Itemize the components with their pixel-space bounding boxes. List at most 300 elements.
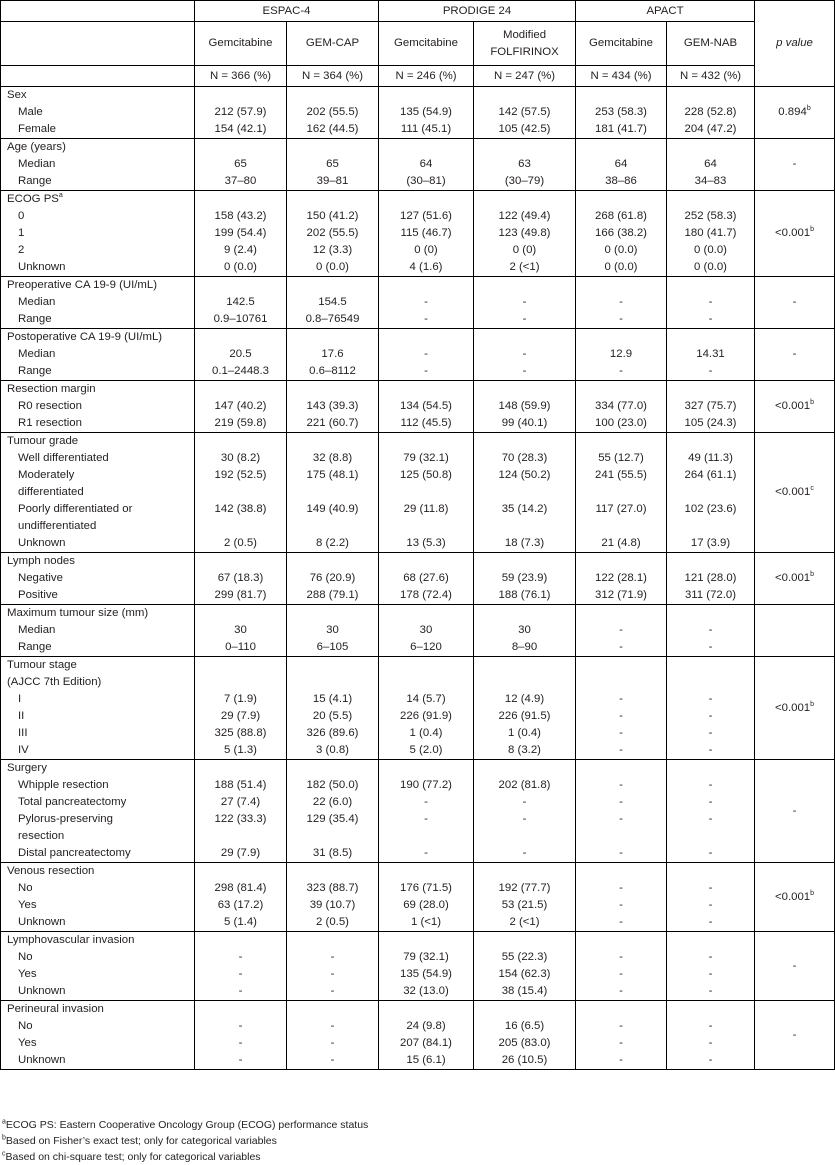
spacer (287, 381, 378, 398)
table-value: 12 (3.3) (312, 244, 353, 256)
table-value: 29 (7.9) (220, 847, 261, 859)
sample-size: N = 434 (%) (576, 66, 667, 87)
table-value: 311 (72.0) (684, 589, 737, 601)
table-value: 312 (71.9) (595, 589, 647, 601)
section-title (1, 657, 194, 674)
value-cell (379, 381, 474, 433)
table-value: 134 (54.5) (400, 400, 452, 412)
spacer (379, 828, 473, 845)
value-cell (576, 863, 667, 932)
spacer (576, 553, 666, 570)
table-value: - (708, 779, 713, 791)
table-value: 180 (41.7) (684, 227, 737, 239)
table-value: 21 (4.8) (601, 537, 641, 549)
row-label: Positive (18, 589, 58, 601)
section-row (1, 863, 835, 932)
section-row (1, 433, 835, 553)
spacer (576, 433, 666, 450)
spacer (379, 139, 473, 156)
spacer (474, 381, 575, 398)
table-value: 142 (38.8) (214, 503, 267, 515)
table-value: 2 (0.5) (316, 916, 349, 928)
value-cell (474, 760, 576, 863)
footnote-marker: b (810, 571, 815, 579)
footnote-marker: a (58, 192, 63, 200)
table-value: 26 (10.5) (501, 1054, 548, 1066)
table-value: - (619, 882, 623, 894)
table-value: 325 (88.8) (214, 727, 267, 739)
table-value: 30 (419, 624, 433, 636)
table-value: 162 (44.5) (306, 123, 359, 135)
pvalue: <0.001 (774, 227, 811, 239)
table-value: 0 (0.0) (604, 261, 638, 273)
table-value: 158 (43.2) (214, 210, 267, 222)
spacer (474, 553, 575, 570)
spacer (195, 863, 286, 880)
table-value: - (619, 641, 623, 653)
spacer (474, 863, 575, 880)
table-value: 207 (84.1) (400, 1037, 452, 1049)
value-cell (379, 657, 474, 760)
table-value: 219 (59.8) (214, 417, 267, 429)
section-title (1, 863, 194, 880)
section-row (1, 191, 835, 277)
sample-size: N = 247 (%) (474, 66, 576, 87)
table-value: - (522, 365, 527, 377)
spacer (195, 277, 286, 294)
table-value: 37–80 (224, 175, 257, 187)
pvalue-cell (755, 863, 835, 932)
row-label: 0 (18, 210, 25, 222)
table-value: - (619, 899, 623, 911)
table-value: - (330, 985, 335, 997)
table-value: 20 (5.5) (312, 710, 353, 722)
table-value: 176 (71.5) (400, 882, 452, 894)
table-value: - (708, 296, 713, 308)
table-value: - (424, 348, 428, 360)
section-title (1, 381, 194, 398)
value-cell (287, 932, 379, 1001)
footnote-marker: b (2, 1134, 6, 1142)
table-value: 0 (0.0) (604, 244, 638, 256)
spacer (287, 674, 378, 691)
pvalue: - (792, 348, 797, 360)
spacer (379, 863, 473, 880)
table-value: 39 (10.7) (309, 899, 356, 911)
table-value: 0 (0) (414, 244, 438, 256)
spacer (287, 518, 378, 535)
table-value: 147 (40.2) (214, 400, 267, 412)
table-value: 55 (22.3) (501, 951, 548, 963)
footnote-text: Based on chi-square test; only for categorical variables (5, 1151, 261, 1163)
row-label: Male (18, 106, 43, 118)
row-label: Range (18, 365, 52, 377)
row-label: Whipple resection (18, 779, 109, 791)
table-value: 8 (3.2) (508, 744, 541, 756)
footnote-marker: a (2, 1118, 6, 1126)
spacer (576, 828, 666, 845)
spacer (474, 433, 575, 450)
table-value: - (619, 968, 623, 980)
empty-header-cell (1, 1, 195, 22)
table-value: 122 (28.1) (595, 572, 647, 584)
value-cell (287, 1001, 379, 1070)
table-value: 166 (38.2) (595, 227, 647, 239)
spacer (379, 87, 473, 104)
footnote (2, 1117, 368, 1133)
table-value: 16 (6.5) (504, 1020, 545, 1032)
table-value: - (708, 727, 713, 739)
table-value: - (330, 968, 335, 980)
row-label: IV (18, 744, 29, 756)
spacer (195, 605, 286, 622)
table-value: - (424, 296, 428, 308)
table-value: - (619, 796, 623, 808)
value-cell (379, 139, 474, 191)
table-value: - (619, 365, 623, 377)
table-value: 125 (50.8) (400, 469, 452, 481)
table-value: 1 (0.4) (508, 727, 541, 739)
spacer (195, 484, 286, 501)
table-value: 129 (35.4) (306, 813, 359, 825)
spacer (287, 277, 378, 294)
value-cell (576, 1001, 667, 1070)
table-value: 14 (5.7) (406, 693, 446, 705)
table-value: 182 (50.0) (306, 779, 359, 791)
pvalue: <0.001 (774, 890, 811, 903)
table-value: 188 (76.1) (498, 589, 551, 601)
pvalue-cell (755, 87, 835, 139)
value-cell (474, 553, 576, 605)
table-value: - (708, 1054, 713, 1066)
table-value: - (619, 693, 623, 705)
table-value: 79 (32.1) (403, 951, 449, 963)
value-cell (379, 191, 474, 277)
spacer (576, 484, 666, 501)
table-value: 17 (3.9) (690, 537, 731, 549)
table-value: 24 (9.8) (406, 1020, 446, 1032)
spacer (379, 381, 473, 398)
spacer (667, 674, 754, 691)
spacer (474, 191, 575, 208)
value-cell (379, 932, 474, 1001)
table-value: - (522, 796, 527, 808)
pvalue-header-label: p value (776, 37, 813, 49)
value-cell (195, 139, 287, 191)
table-value: 64 (419, 158, 433, 170)
value-cell (379, 277, 474, 329)
table-value: 49 (11.3) (688, 452, 733, 464)
section-label-cell (1, 760, 195, 863)
table-value: - (330, 1020, 335, 1032)
spacer (195, 674, 286, 691)
spacer (474, 828, 575, 845)
table-value: 228 (52.8) (684, 106, 737, 118)
section-label-cell (1, 1001, 195, 1070)
arm-header: Gemcitabine (195, 22, 287, 66)
value-cell (667, 605, 755, 657)
table-value: 175 (48.1) (306, 469, 359, 481)
value-cell (474, 932, 576, 1001)
table-value: 22 (6.0) (312, 796, 353, 808)
spacer (474, 139, 575, 156)
table-value: 8–90 (511, 641, 538, 653)
arm-header: GEM-NAB (667, 22, 755, 66)
table-value: 154.5 (318, 296, 347, 308)
table-value: - (619, 313, 623, 325)
spacer (287, 433, 378, 450)
spacer (667, 760, 754, 777)
table-value: 63 (518, 158, 531, 170)
spacer (195, 553, 286, 570)
table-value: 34–83 (694, 175, 727, 187)
table-value: - (708, 847, 713, 859)
spacer (667, 518, 754, 535)
sample-size: N = 366 (%) (195, 66, 287, 87)
pvalue-cell (755, 1001, 835, 1070)
table-value: - (619, 916, 623, 928)
section-row (1, 139, 835, 191)
table-value: 7 (1.9) (224, 693, 257, 705)
spacer (195, 932, 286, 949)
table-value: - (522, 813, 527, 825)
section-label-cell (1, 932, 195, 1001)
value-cell (195, 760, 287, 863)
table-value: 123 (49.8) (498, 227, 551, 239)
footnote-marker: b (810, 700, 815, 708)
table-value: 32 (13.0) (403, 985, 449, 997)
spacer (287, 139, 378, 156)
row-label: 1 (18, 227, 25, 239)
value-cell (379, 863, 474, 932)
table-value: 199 (54.4) (214, 227, 267, 239)
table-value: 149 (40.9) (306, 503, 359, 515)
table-value: 69 (28.0) (403, 899, 449, 911)
section-row (1, 87, 835, 139)
spacer (195, 1001, 286, 1018)
spacer (576, 277, 666, 294)
value-cell (474, 329, 576, 381)
value-cell (195, 553, 287, 605)
section-label-cell (1, 191, 195, 277)
table-value: 1 (<1) (410, 916, 442, 928)
footnote (2, 1149, 368, 1165)
spacer (379, 433, 473, 450)
section-title-text: Resection margin (7, 383, 96, 395)
table-value: 298 (81.4) (214, 882, 267, 894)
table-value: 154 (62.3) (498, 968, 551, 980)
footnote-marker: c (2, 1150, 6, 1158)
sample-size: N = 432 (%) (667, 66, 755, 87)
spacer (195, 191, 286, 208)
table-value: 264 (61.1) (684, 469, 737, 481)
section-title-line2: (AJCC 7th Edition) (7, 676, 102, 688)
value-cell (667, 381, 755, 433)
section-title-text: Lymphovascular invasion (7, 934, 135, 946)
spacer (576, 381, 666, 398)
row-label: Unknown (18, 1054, 66, 1066)
section-label-cell (1, 329, 195, 381)
table-value: 0 (0.0) (694, 244, 727, 256)
pvalue: <0.001 (774, 400, 811, 412)
table-value: - (708, 985, 713, 997)
table-value: - (619, 1054, 623, 1066)
table-value: - (708, 1037, 713, 1049)
table-value: - (522, 313, 527, 325)
section-title (1, 553, 194, 570)
row-label: Unknown (18, 537, 66, 549)
table-value: 32 (8.8) (312, 452, 353, 464)
arm-header: GEM-CAP (287, 22, 379, 66)
spacer (474, 87, 575, 104)
pvalue-cell (755, 433, 835, 553)
section-row (1, 277, 835, 329)
value-cell (576, 553, 667, 605)
table-value: 99 (40.1) (501, 417, 548, 429)
table-value: 105 (24.3) (684, 417, 737, 429)
section-title (1, 1001, 194, 1018)
table-value: 202 (81.8) (498, 779, 551, 791)
table-value: - (238, 985, 243, 997)
section-title-text: Age (years) (7, 141, 66, 153)
spacer (667, 657, 754, 674)
section-row (1, 605, 835, 657)
table-value: 142 (57.5) (498, 106, 551, 118)
footnote-marker: b (810, 226, 815, 234)
table-value: 12.9 (609, 348, 633, 360)
section-label-cell (1, 657, 195, 760)
row-label: Total pancreatectomy (18, 796, 127, 808)
section-title-text: ECOG PS (7, 193, 59, 205)
spacer (667, 381, 754, 398)
table-value: 226 (91.5) (498, 710, 551, 722)
row-label-line2: differentiated (18, 486, 84, 498)
section-title-text: Maximum tumour size (mm) (7, 607, 149, 619)
table-value: - (619, 727, 623, 739)
spacer (667, 553, 754, 570)
table-value: 5 (1.3) (224, 744, 257, 756)
table-value: 178 (72.4) (400, 589, 452, 601)
row-label: Unknown (18, 985, 66, 997)
spacer (667, 191, 754, 208)
row-label: Unknown (18, 261, 66, 273)
table-value: 15 (6.1) (406, 1054, 446, 1066)
section-label-cell (1, 277, 195, 329)
section-row (1, 932, 835, 1001)
value-cell (667, 277, 755, 329)
table-value: 202 (55.5) (306, 106, 359, 118)
value-cell (195, 381, 287, 433)
table-value: (30–81) (406, 175, 446, 187)
value-cell (576, 381, 667, 433)
footnote-marker: b (810, 889, 815, 897)
table-value: - (708, 365, 713, 377)
section-label-cell (1, 863, 195, 932)
table-value: - (708, 710, 713, 722)
table-value: 4 (1.6) (409, 261, 443, 273)
value-cell (195, 277, 287, 329)
spacer (195, 760, 286, 777)
row-label: Median (18, 348, 56, 360)
spacer (576, 518, 666, 535)
table-value: 190 (77.2) (400, 779, 452, 791)
pvalue-cell (755, 605, 835, 657)
value-cell (195, 87, 287, 139)
section-title (1, 139, 194, 156)
spacer (667, 605, 754, 622)
table-value: 212 (57.9) (214, 106, 267, 118)
row-label: Distal pancreatectomy (18, 847, 131, 859)
section-label-cell (1, 433, 195, 553)
spacer (195, 433, 286, 450)
section-title (1, 87, 194, 104)
table-value: 39–81 (316, 175, 349, 187)
table-value: - (330, 951, 335, 963)
table-value: - (708, 1020, 713, 1032)
table-value: 12 (4.9) (504, 693, 545, 705)
spacer (576, 657, 666, 674)
table-value: 326 (89.6) (306, 727, 359, 739)
value-cell (287, 863, 379, 932)
table-value: - (708, 916, 713, 928)
spacer (576, 1001, 666, 1018)
table-value: 100 (23.0) (595, 417, 647, 429)
spacer (287, 657, 378, 674)
section-title-text: Surgery (7, 762, 47, 774)
table-value: 31 (8.5) (312, 847, 353, 859)
value-cell (474, 191, 576, 277)
spacer (474, 484, 575, 501)
section-title (1, 277, 194, 294)
pvalue: <0.001 (774, 572, 811, 584)
table-value: 204 (47.2) (684, 123, 737, 135)
arm-header: Gemcitabine (576, 22, 667, 66)
table-value: 1 (0.4) (409, 727, 443, 739)
table-value: - (619, 779, 623, 791)
table-value: 0.9–10761 (213, 313, 268, 325)
footnote-marker: b (810, 399, 815, 407)
row-label: I (18, 693, 22, 705)
value-cell (195, 657, 287, 760)
spacer (195, 381, 286, 398)
table-value: - (619, 710, 623, 722)
table-value: 17.6 (321, 348, 344, 360)
spacer (667, 139, 754, 156)
trial-header: PRODIGE 24 (379, 1, 576, 22)
table-value: 8 (2.2) (316, 537, 349, 549)
spacer (379, 191, 473, 208)
sample-size: N = 364 (%) (287, 66, 379, 87)
section-title (1, 760, 194, 777)
sample-size-row (1, 66, 835, 87)
spacer (287, 863, 378, 880)
table-value: 70 (28.3) (501, 452, 548, 464)
table-value: 122 (33.3) (214, 813, 267, 825)
table-value: 124 (50.2) (498, 469, 551, 481)
table-value: 0 (0.0) (316, 261, 349, 273)
value-cell (379, 605, 474, 657)
section-title-text: Sex (7, 89, 27, 101)
table-value: 9 (2.4) (224, 244, 257, 256)
value-cell (667, 139, 755, 191)
value-cell (379, 553, 474, 605)
section-label-cell (1, 605, 195, 657)
pvalue-cell (755, 657, 835, 760)
table-value: 27 (7.4) (220, 796, 261, 808)
table-value: 2 (<1) (509, 916, 540, 928)
section-title (1, 433, 194, 450)
table-value: 2 (0.5) (224, 537, 257, 549)
